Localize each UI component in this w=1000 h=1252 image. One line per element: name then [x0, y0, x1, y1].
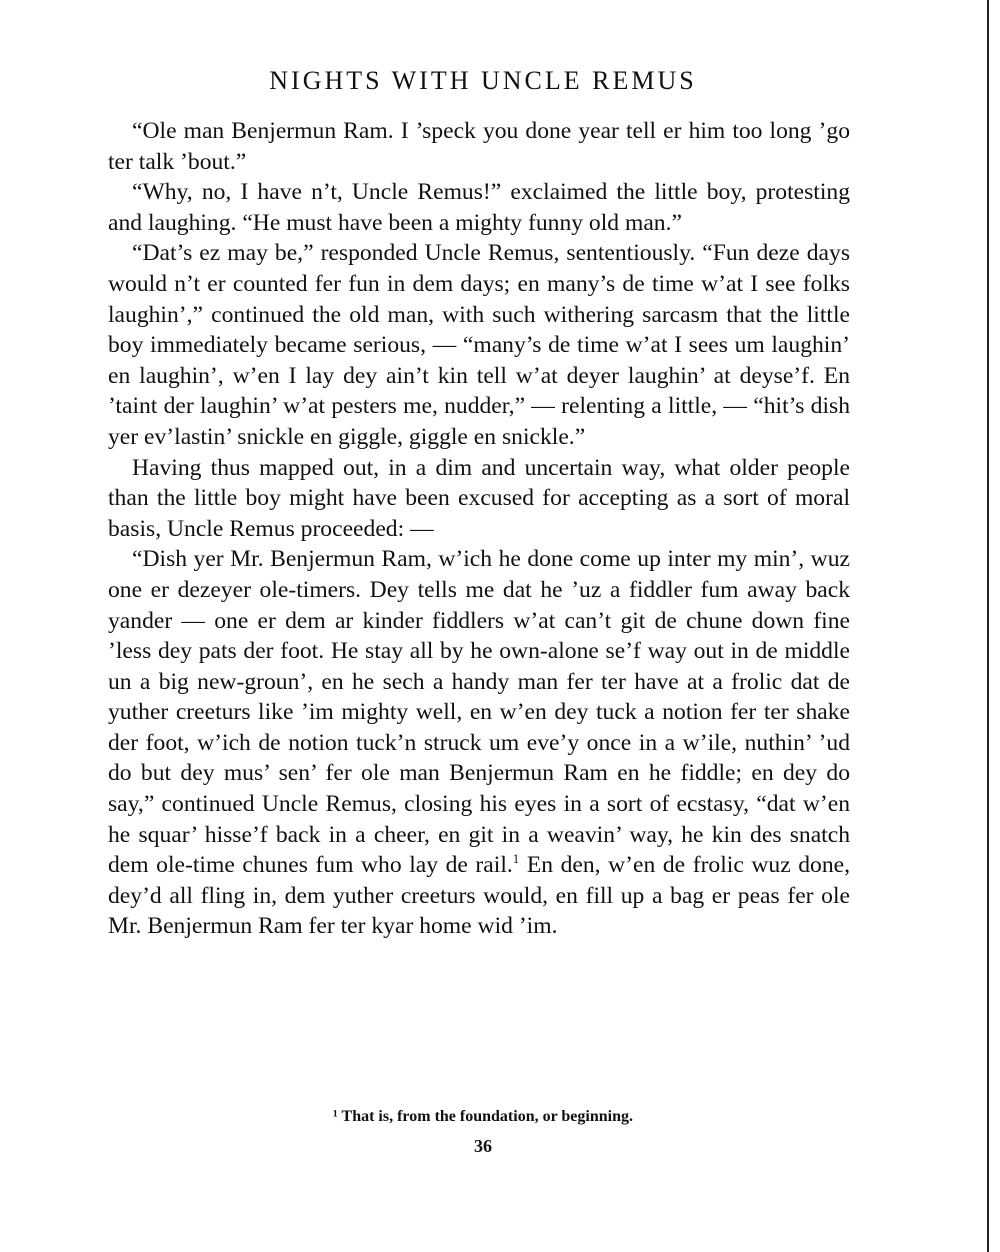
running-head: NIGHTS WITH UNCLE REMUS	[269, 66, 697, 95]
page-edge-line	[987, 0, 989, 1252]
paragraph: “Ole man Benjermun Ram. I ’speck you done year tell er him too long ’go ter talk ’bout.”	[108, 118, 850, 175]
paragraph: “Dat’s ez may be,” responded Uncle Remus, sententiously. “Fun deze days would n’t er counted fer fun in dem days; en many’s de time w’at I see folks laughin’,” continued the old man, with such withering sarcasm that the little boy immediately became serious, — “many’s de time w’at I sees um laughin’ en laughin’, w’en I lay dey ain’t kin tell w’at deyer laughin’ at deyse’f. En ’taint der laughin’ w’at pesters me, nudder,” — relenting a little, — “hit’s dish yer ev’lastin’ snickle en giggle, giggle en snickle.”	[108, 240, 850, 450]
footnote-reference: 1	[512, 851, 520, 867]
paragraph	[108, 544, 850, 942]
paragraph: “Why, no, I have n’t, Uncle Remus!” exclaimed the little boy, protesting and laughing. “He must have been a mighty funny old man.”	[108, 179, 850, 236]
footnote: ¹ That is, from the foundation, or beginning.	[333, 1108, 633, 1125]
body-text	[108, 116, 850, 942]
paragraph-continuation: En den, w’en de frolic wuz done, dey’d all fling in, dem yuther creeturs would, en fill up a bag er peas fer ole Mr. Benjermun Ram fer ter kyar home wid ’im.	[108, 852, 850, 940]
page-number: 36	[474, 1136, 492, 1156]
paragraph-text: “Dish yer Mr. Benjermun Ram, w’ich he done come up inter my min’, wuz one er dezeyer ole-timers. Dey tells me dat he ’uz a fiddler fum away back yander — one er dem ar kinder fiddlers w’at can’t git de chune down fine ’less dey pats der foot. He stay all by he own-alone se’f way out in de middle un a big new-groun’, en he sech a handy man fer ter have at a frolic dat de yuther creeturs like ’im mighty well, en w’en dey tuck a notion fer ter shake der foot, w’ich de notion tuck’n struck um eve’y once in a w’ile, nuthin’ ’ud do but dey mus’ sen’ fer ole man Benjermun Ram en he fiddle; en dey do say,” continued Uncle Remus, closing his eyes in a sort of ecstasy, “dat w’en he squar’ hisse’f back in a cheer, en git in a weavin’ way, he kin des snatch dem ole-time chunes fum who lay de rail.	[108, 546, 850, 879]
paragraph: Having thus mapped out, in a dim and uncertain way, what older people than the little boy might have been excused for accepting as a sort of moral basis, Uncle Remus proceeded: —	[108, 454, 850, 542]
